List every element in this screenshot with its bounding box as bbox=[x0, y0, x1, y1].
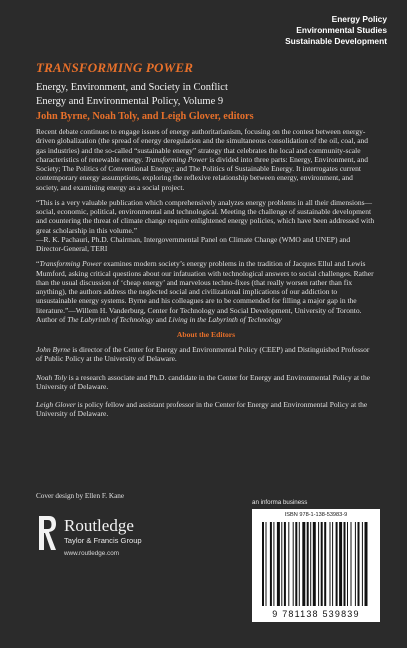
barcode-bar bbox=[284, 522, 286, 606]
inline-title: Transforming Power bbox=[39, 259, 102, 269]
publisher-url: www.routledge.com bbox=[64, 550, 119, 557]
isbn-label: ISBN 978-1-138-53983-9 bbox=[284, 512, 348, 518]
barcode-bar bbox=[347, 522, 348, 606]
editor-name: Noah Toly bbox=[36, 372, 67, 382]
endorsement-quote: “Transforming Power examines modern society’s energy problems in the tradition of Jacques Ellul and Lewis Mumford, asking critical questions about our infatuation with technological answers to social challenges. Rather than the usual discussion of ‘cheap energy’ and marvelous techno-fixes (that really worsen rather than fix anything), the authors address the neglected social and civilizational implications of our addiction to unsustainable energy systems. Byrne and his colleagues are to be commended for filling a major gap in the literature.”—Willem H. Vanderburg, Center for Technology and Social Development, University of Toronto. Author of The Labyrinth of Technology and Living in the Labyrinth of Technology bbox=[36, 259, 374, 324]
barcode-bars bbox=[262, 522, 370, 606]
editor-name: Leigh Glover bbox=[36, 400, 76, 409]
routledge-r-icon bbox=[36, 512, 58, 552]
barcode-bar bbox=[262, 522, 264, 606]
publisher-group: Taylor & Francis Group bbox=[64, 536, 142, 545]
barcode-bar bbox=[339, 522, 342, 606]
barcode-bar bbox=[362, 522, 363, 606]
informa-tagline: an informa business bbox=[252, 499, 308, 506]
subject-line: Energy Policy bbox=[331, 14, 387, 24]
barcode-bar bbox=[266, 522, 267, 606]
barcode-bar bbox=[307, 522, 309, 606]
editor-bio: Noah Toly is a research associate and Ph.D. candidate in the Center for Energy and Environmental Policy at the University of Delaware. bbox=[36, 372, 371, 391]
barcode-bar bbox=[299, 522, 300, 606]
barcode-bar bbox=[288, 522, 289, 606]
barcode-bar bbox=[321, 522, 323, 606]
endorsement-quote: “This is a very valuable publication which comprehensively analyzes energy problems in all their dimensions—social, economic, political, environmental and technological. Meeting the challenge of sustainable development and countering the threat of climate change require enlightened energy policies, which have been addressed with great scholarship in this volume.” —R. K. Pachauri, Ph.D. Chairman, Intergovernmental Panel on Climate Change (WMO and UNEP) and Director-General, TERI bbox=[36, 197, 375, 253]
series-line: Energy and Environmental Policy, Volume 9 bbox=[36, 96, 224, 107]
barcode-bar bbox=[365, 522, 368, 606]
about-editors-heading: About the Editors bbox=[176, 330, 236, 339]
book-subtitle: Energy, Environment, and Society in Conflict bbox=[36, 82, 228, 93]
barcode-bar bbox=[295, 522, 297, 606]
subject-line: Environmental Studies bbox=[296, 25, 387, 35]
barcode-bar bbox=[332, 522, 333, 606]
cover-design-credit: Cover design by Ellen F. Kane bbox=[36, 492, 125, 500]
isbn-digits: 9 781138 539839 bbox=[272, 609, 360, 619]
barcode-bar bbox=[318, 522, 319, 606]
barcode-bar bbox=[358, 522, 360, 606]
barcode-bar bbox=[344, 522, 346, 606]
barcode-bar bbox=[270, 522, 272, 606]
publisher-logo bbox=[36, 510, 186, 570]
book-title: TRANSFORMING POWER bbox=[36, 60, 194, 75]
isbn-barcode bbox=[252, 509, 380, 622]
barcode-bar bbox=[302, 522, 305, 606]
barcode-bar bbox=[281, 522, 282, 606]
editor-bio: John Byrne is director of the Center for Energy and Environmental Policy (CEEP) and Distinguished Professor of Public Policy at the University of Delaware. bbox=[36, 345, 370, 364]
barcode-bar bbox=[324, 522, 326, 606]
barcode-bar bbox=[293, 522, 294, 606]
subject-line: Sustainable Development bbox=[285, 36, 387, 46]
barcode-bar bbox=[330, 522, 331, 606]
description-paragraph: Recent debate continues to engage issues of energy authoritarianism, focusing on the contest between energy-driven globalization (the spread of energy deregulation and the simultaneous consolidation of the oil, coal, and gas industries) and the so-called “sustainable energy” strategy that celebrates the local and community-scale characteristics of renewable energy. Transforming Power is divided into three parts: Energy, Environment, and Society; The Politics of Conventional Energy; and The Politics of Sustainable Energy. It interrogates current contemporary energy assumptions, exploring the reflexive relationship between energy, environment, and society, and examining energy as a social project. bbox=[36, 127, 369, 192]
inline-title: Transforming Power bbox=[145, 154, 208, 164]
back-cover-text bbox=[36, 60, 376, 428]
inline-title: The Labyrinth of Technology bbox=[67, 314, 154, 324]
editor-bio: Leigh Glover is policy fellow and assistant professor in the Center for Energy and Environmental Policy at the University of Delaware. bbox=[36, 400, 368, 419]
editor-name: John Byrne bbox=[36, 345, 71, 354]
barcode-bar bbox=[355, 522, 356, 606]
barcode-bar bbox=[313, 522, 316, 606]
book-authors: John Byrne, Noah Toly, and Leigh Glover, editors bbox=[36, 111, 254, 122]
barcode-bar bbox=[277, 522, 280, 606]
publisher-name: Routledge bbox=[64, 516, 134, 535]
subject-categories bbox=[285, 14, 387, 47]
inline-title: Living in the Labyrinth of Technology bbox=[168, 314, 282, 324]
barcode-bar bbox=[273, 522, 274, 606]
barcode-bar bbox=[351, 522, 352, 606]
quote-attribution: —R. K. Pachauri, Ph.D. Chairman, Intergovernmental Panel on Climate Change (WMO and UNEP) and Director-General, TERI bbox=[36, 234, 351, 253]
barcode-bar bbox=[336, 522, 338, 606]
barcode-bar bbox=[310, 522, 311, 606]
